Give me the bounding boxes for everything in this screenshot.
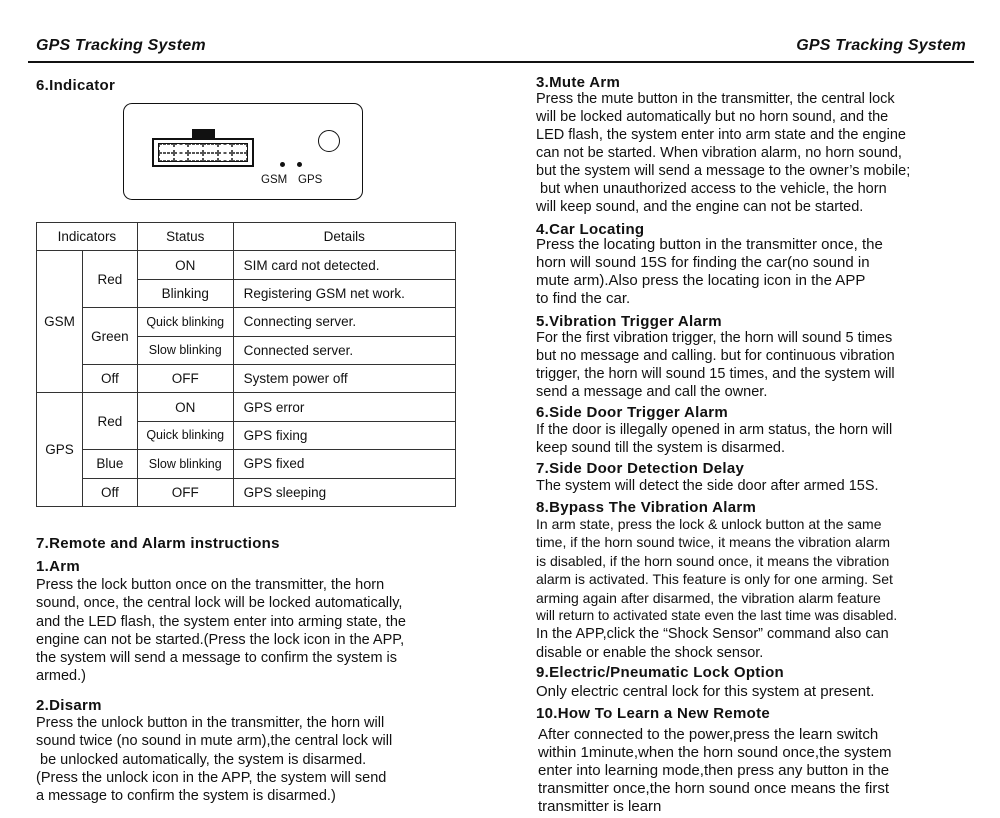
color-cell: Red [82,251,137,308]
text-line: the system will send a message to confirm the system is [36,650,398,667]
detail-cell: GPS fixing [233,421,455,449]
remote-section-title: 7.Remote and Alarm instructions [36,535,280,552]
table-row [37,450,456,478]
text-line: engine can not be started.(Press the lock icon in the APP, [36,631,405,648]
text-line: horn will sound 15S for finding the car(no sound in [536,254,870,271]
gps-led-label: GPS [298,174,323,186]
text-line: but no message and calling. but for continuous vibration [536,348,895,364]
table-row [37,364,456,392]
status-cell: Quick blinking [137,308,233,336]
text-line: is disabled, if the horn sound once, it means the vibration [536,552,890,569]
text-line: LED flash, the system enter into arm state and the engine [536,127,906,143]
table-row [37,308,456,336]
text-line: can not be started. When vibration alarm, no horn sound, [536,145,902,161]
status-cell: Blinking [137,279,233,307]
status-cell: OFF [137,364,233,392]
status-cell: Slow blinking [137,336,233,364]
text-line: enter into learning mode,then press any button in the [538,762,890,779]
text-line: If the door is illegally opened in arm status, the horn will [536,422,893,438]
text-line: trigger, the horn will sound 15 times, and the system will [536,366,895,382]
gsm-led-icon [280,162,285,167]
table-header-row [37,223,456,251]
color-cell: Red [82,393,137,450]
side-door-delay-title: 7.Side Door Detection Delay [536,460,745,477]
connector-port-icon [152,138,254,167]
learn-remote-title: 10.How To Learn a New Remote [536,705,771,722]
car-locating-paragraph [536,236,966,308]
status-cell: Slow blinking [137,450,233,478]
header-status: Status [137,223,233,251]
arm-paragraph [36,576,468,686]
text-line: disable or enable the shock sensor. [536,644,764,661]
detail-cell: SIM card not detected. [233,251,455,279]
text-line: but when unauthorized access to the vehicle, the horn [536,181,887,197]
right-header-title: GPS Tracking System [796,37,966,54]
text-line: sound twice (no sound in mute arm),the central lock will [36,733,393,750]
text-line: The system will detect the side door after armed 15S. [536,478,879,494]
mute-arm-paragraph [536,90,966,216]
text-line: time, if the horn sound twice, it means the vibration alarm [536,534,891,551]
detail-cell: System power off [233,364,455,392]
disarm-paragraph [36,714,468,805]
text-line: will return to activated state even the last time was disabled. [536,608,898,624]
text-line: In arm state, press the lock & unlock button at the same [536,516,882,532]
detail-cell: GPS sleeping [233,478,455,506]
text-line: send a message and call the owner. [536,384,768,400]
header-indicators: Indicators [37,223,138,251]
text-line: mute arm).Also press the locating icon in the APP [536,272,866,289]
color-cell: Off [82,478,137,506]
gps-led-icon [297,162,302,167]
vibration-alarm-title: 5.Vibration Trigger Alarm [536,313,722,330]
text-line: Press the lock button once on the transmitter, the horn [36,577,385,593]
text-line: keep sound till the system is disarmed. [536,440,786,456]
text-line: arming again after disarmed, the vibration alarm feature [536,589,881,606]
learn-remote-paragraph [538,726,966,816]
car-locating-title: 4.Car Locating [536,221,645,238]
text-line: For the first vibration trigger, the horn will sound 5 times [536,330,893,346]
text-line: armed.) [36,668,86,685]
header-rule [28,61,974,63]
side-door-alarm-paragraph [536,421,966,457]
color-cell: Blue [82,450,137,478]
text-line: Press the unlock button in the transmitter, the horn will [36,715,385,731]
indicator-section-title: 6.Indicator [36,77,116,94]
status-cell: OFF [137,478,233,506]
status-cell: Quick blinking [137,421,233,449]
mute-arm-title: 3.Mute Arm [536,74,621,91]
lock-option-paragraph [536,683,966,701]
group-gps: GPS [37,393,83,507]
text-line: alarm is activated. This feature is only for one arming. Set [536,571,893,588]
text-line: In the APP,click the “Shock Sensor” command also can [536,626,889,643]
header-details: Details [233,223,455,251]
text-line: Press the locating button in the transmitter once, the [536,236,883,253]
side-door-delay-paragraph [536,477,966,495]
text-line: to find the car. [536,290,631,307]
table-row [37,393,456,421]
color-cell: Off [82,364,137,392]
lock-option-title: 9.Electric/Pneumatic Lock Option [536,664,784,681]
detail-cell: GPS error [233,393,455,421]
button-circle-icon [318,130,340,152]
side-door-alarm-title: 6.Side Door Trigger Alarm [536,404,728,421]
left-header-title: GPS Tracking System [36,37,206,54]
connector-latch [192,129,215,138]
text-line: will keep sound, and the engine can not be started. [536,199,864,215]
text-line: will be locked automatically but no horn sound, and the [536,109,889,125]
text-line: but the system will send a message to the owner’s mobile; [536,163,911,179]
text-line: transmitter once,the horn sound once means the first [538,780,890,797]
text-line: a message to confirm the system is disarmed.) [36,788,336,805]
table-row [37,251,456,279]
table-row [37,478,456,506]
disarm-title: 2.Disarm [36,697,102,714]
text-line: Press the mute button in the transmitter, the central lock [536,91,895,107]
bypass-vibration-title: 8.Bypass The Vibration Alarm [536,499,757,516]
detail-cell: Connecting server. [233,308,455,336]
text-line: transmitter is learn [538,798,662,815]
gsm-led-label: GSM [261,174,288,186]
vibration-alarm-paragraph [536,329,966,401]
text-line: Only electric central lock for this system at present. [536,683,875,700]
text-line: After connected to the power,press the learn switch [538,726,879,743]
color-cell: Green [82,308,137,365]
text-line: sound, once, the central lock will be locked automatically, [36,595,403,612]
status-cell: ON [137,251,233,279]
detail-cell: GPS fixed [233,450,455,478]
text-line: (Press the unlock icon in the APP, the system will send [36,769,387,786]
text-line: within 1minute,when the horn sound once,the system [538,744,892,761]
arm-title: 1.Arm [36,558,81,575]
indicator-table [36,222,456,507]
bypass-vibration-paragraph [536,515,966,662]
text-line: and the LED flash, the system enter into arming state, the [36,613,406,630]
text-line: be unlocked automatically, the system is disarmed. [36,751,367,768]
detail-cell: Connected server. [233,336,455,364]
detail-cell: Registering GSM net work. [233,279,455,307]
group-gsm: GSM [37,251,83,393]
status-cell: ON [137,393,233,421]
